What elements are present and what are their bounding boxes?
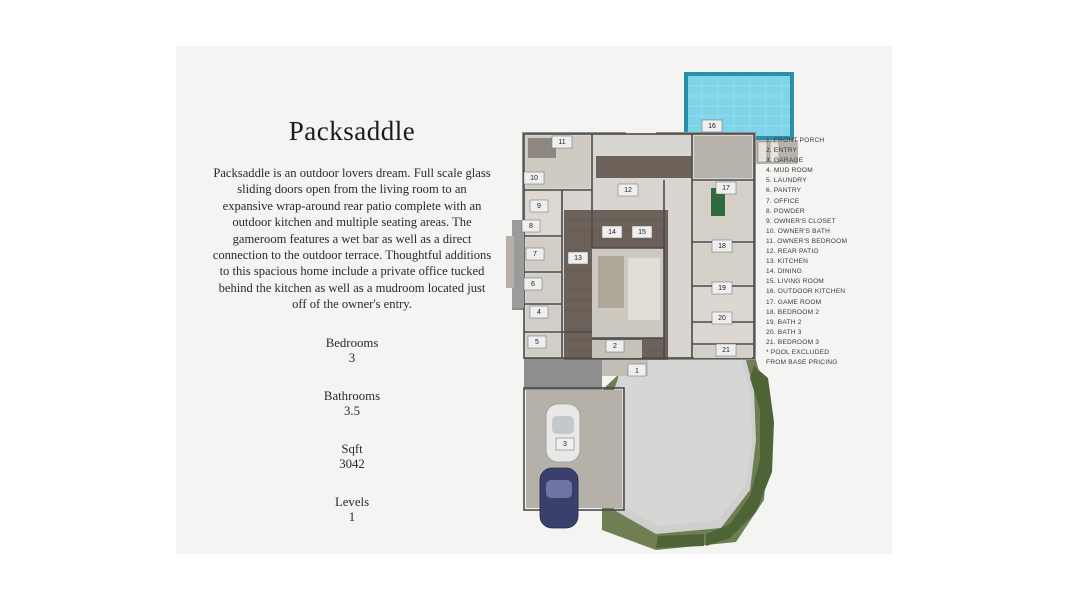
- svg-text:1: 1: [635, 367, 639, 375]
- legend-item-11: 11. OWNER'S BEDROOM: [766, 237, 848, 245]
- svg-text:10: 10: [530, 174, 538, 182]
- description-text: Packsaddle is an outdoor lovers dream. Full scale glass sliding doors open from the living room to an expansive wrap-around rear patio complete with an outdoor kitchen and multiple seating areas. The gameroom features a wet bar as well as a direct connection to the outdoor terrace. Thoughtful additions to this spacious home include a private office tucked behind the kitchen as well as a mudroom located just off of the owner's entry.: [212, 166, 492, 312]
- svg-text:6: 6: [531, 280, 535, 288]
- legend-item-8: 8. POWDER: [766, 207, 805, 215]
- legend-item-21: 21. BEDROOM 3: [766, 338, 820, 346]
- left-ledge: [506, 236, 514, 288]
- svg-text:20: 20: [718, 314, 726, 322]
- stat-bathrooms-value: 3.5: [344, 403, 360, 418]
- legend-item-10: 10. OWNER'S BATH: [766, 227, 831, 235]
- svg-text:14: 14: [608, 228, 616, 236]
- legend-item-2: 2. ENTRY: [766, 147, 798, 155]
- svg-text:16: 16: [708, 122, 716, 130]
- legend-item-4: 4. MUD ROOM: [766, 167, 813, 175]
- car-blue: [540, 468, 578, 528]
- dining-rug: [598, 256, 624, 308]
- svg-text:7: 7: [533, 250, 537, 258]
- legend-item-7: 7. OFFICE: [766, 197, 800, 205]
- legend-item-15: 15. LIVING ROOM: [766, 278, 824, 286]
- svg-text:8: 8: [529, 222, 533, 230]
- legend-item-13: 13. KITCHEN: [766, 258, 809, 266]
- legend-item-18: 18. BEDROOM 2: [766, 308, 820, 316]
- legend-item-5: 5. LAUNDRY: [766, 177, 807, 185]
- outdoor-kitchen-floor: [694, 136, 752, 178]
- stat-levels-label: Levels: [334, 494, 370, 509]
- stat-levels: [194, 495, 510, 525]
- legend-item-12: 12. REAR PATIO: [766, 248, 819, 256]
- legend-item-16: 16. OUTDOOR KITCHEN: [766, 288, 846, 296]
- plan-sheet: [176, 46, 892, 554]
- stat-bedrooms-label: Bedrooms: [325, 335, 379, 350]
- svg-text:15: 15: [638, 228, 646, 236]
- svg-text:21: 21: [722, 346, 730, 354]
- legend-item-1: 1. FRONT PORCH: [766, 137, 825, 144]
- info-column: [194, 116, 510, 525]
- legend-item-14: 14. DINING: [766, 268, 803, 276]
- svg-text:4: 4: [537, 308, 541, 316]
- svg-text:5: 5: [535, 338, 539, 346]
- stat-bathrooms-label: Bathrooms: [323, 388, 381, 403]
- deck-top: [596, 156, 692, 178]
- stat-levels-value: 1: [348, 509, 356, 524]
- legend-item-6: 6. PANTRY: [766, 187, 802, 195]
- page-title: Packsaddle: [288, 116, 416, 146]
- legend-item-19: 19. BATH 2: [766, 318, 802, 326]
- svg-text:3: 3: [563, 440, 567, 448]
- svg-text:2: 2: [613, 342, 617, 350]
- svg-text:13: 13: [574, 254, 582, 262]
- svg-text:9: 9: [537, 202, 541, 210]
- svg-text:11: 11: [558, 138, 566, 146]
- stat-sqft-value: 3042: [339, 456, 365, 471]
- legend-item-17: 17. GAME ROOM: [766, 298, 822, 306]
- legend-item-3: 3. GARAGE: [766, 157, 804, 165]
- stat-sqft: [194, 442, 510, 472]
- bath-3-floor: [694, 324, 752, 342]
- living-rug: [628, 258, 660, 320]
- hedge-bottom: [656, 534, 704, 548]
- stat-bathrooms: [194, 389, 510, 419]
- legend-list: [766, 136, 884, 368]
- svg-text:12: 12: [624, 186, 632, 194]
- legend-note-line-1: * POOL EXCLUDED: [766, 348, 830, 356]
- legend-item-9: 9. OWNER'S CLOSET: [766, 217, 836, 225]
- svg-text:17: 17: [722, 184, 730, 192]
- svg-text:18: 18: [718, 242, 726, 250]
- paving-inner: [616, 360, 752, 526]
- car-white: [546, 404, 580, 462]
- stat-bedrooms-value: 3: [348, 350, 356, 365]
- legend-note-line-2: FROM BASE PRICING: [766, 359, 838, 367]
- svg-text:19: 19: [718, 284, 726, 292]
- stat-bedrooms: [194, 336, 510, 366]
- legend-item-20: 20. BATH 3: [766, 328, 802, 336]
- stat-sqft-label: Sqft: [341, 441, 363, 456]
